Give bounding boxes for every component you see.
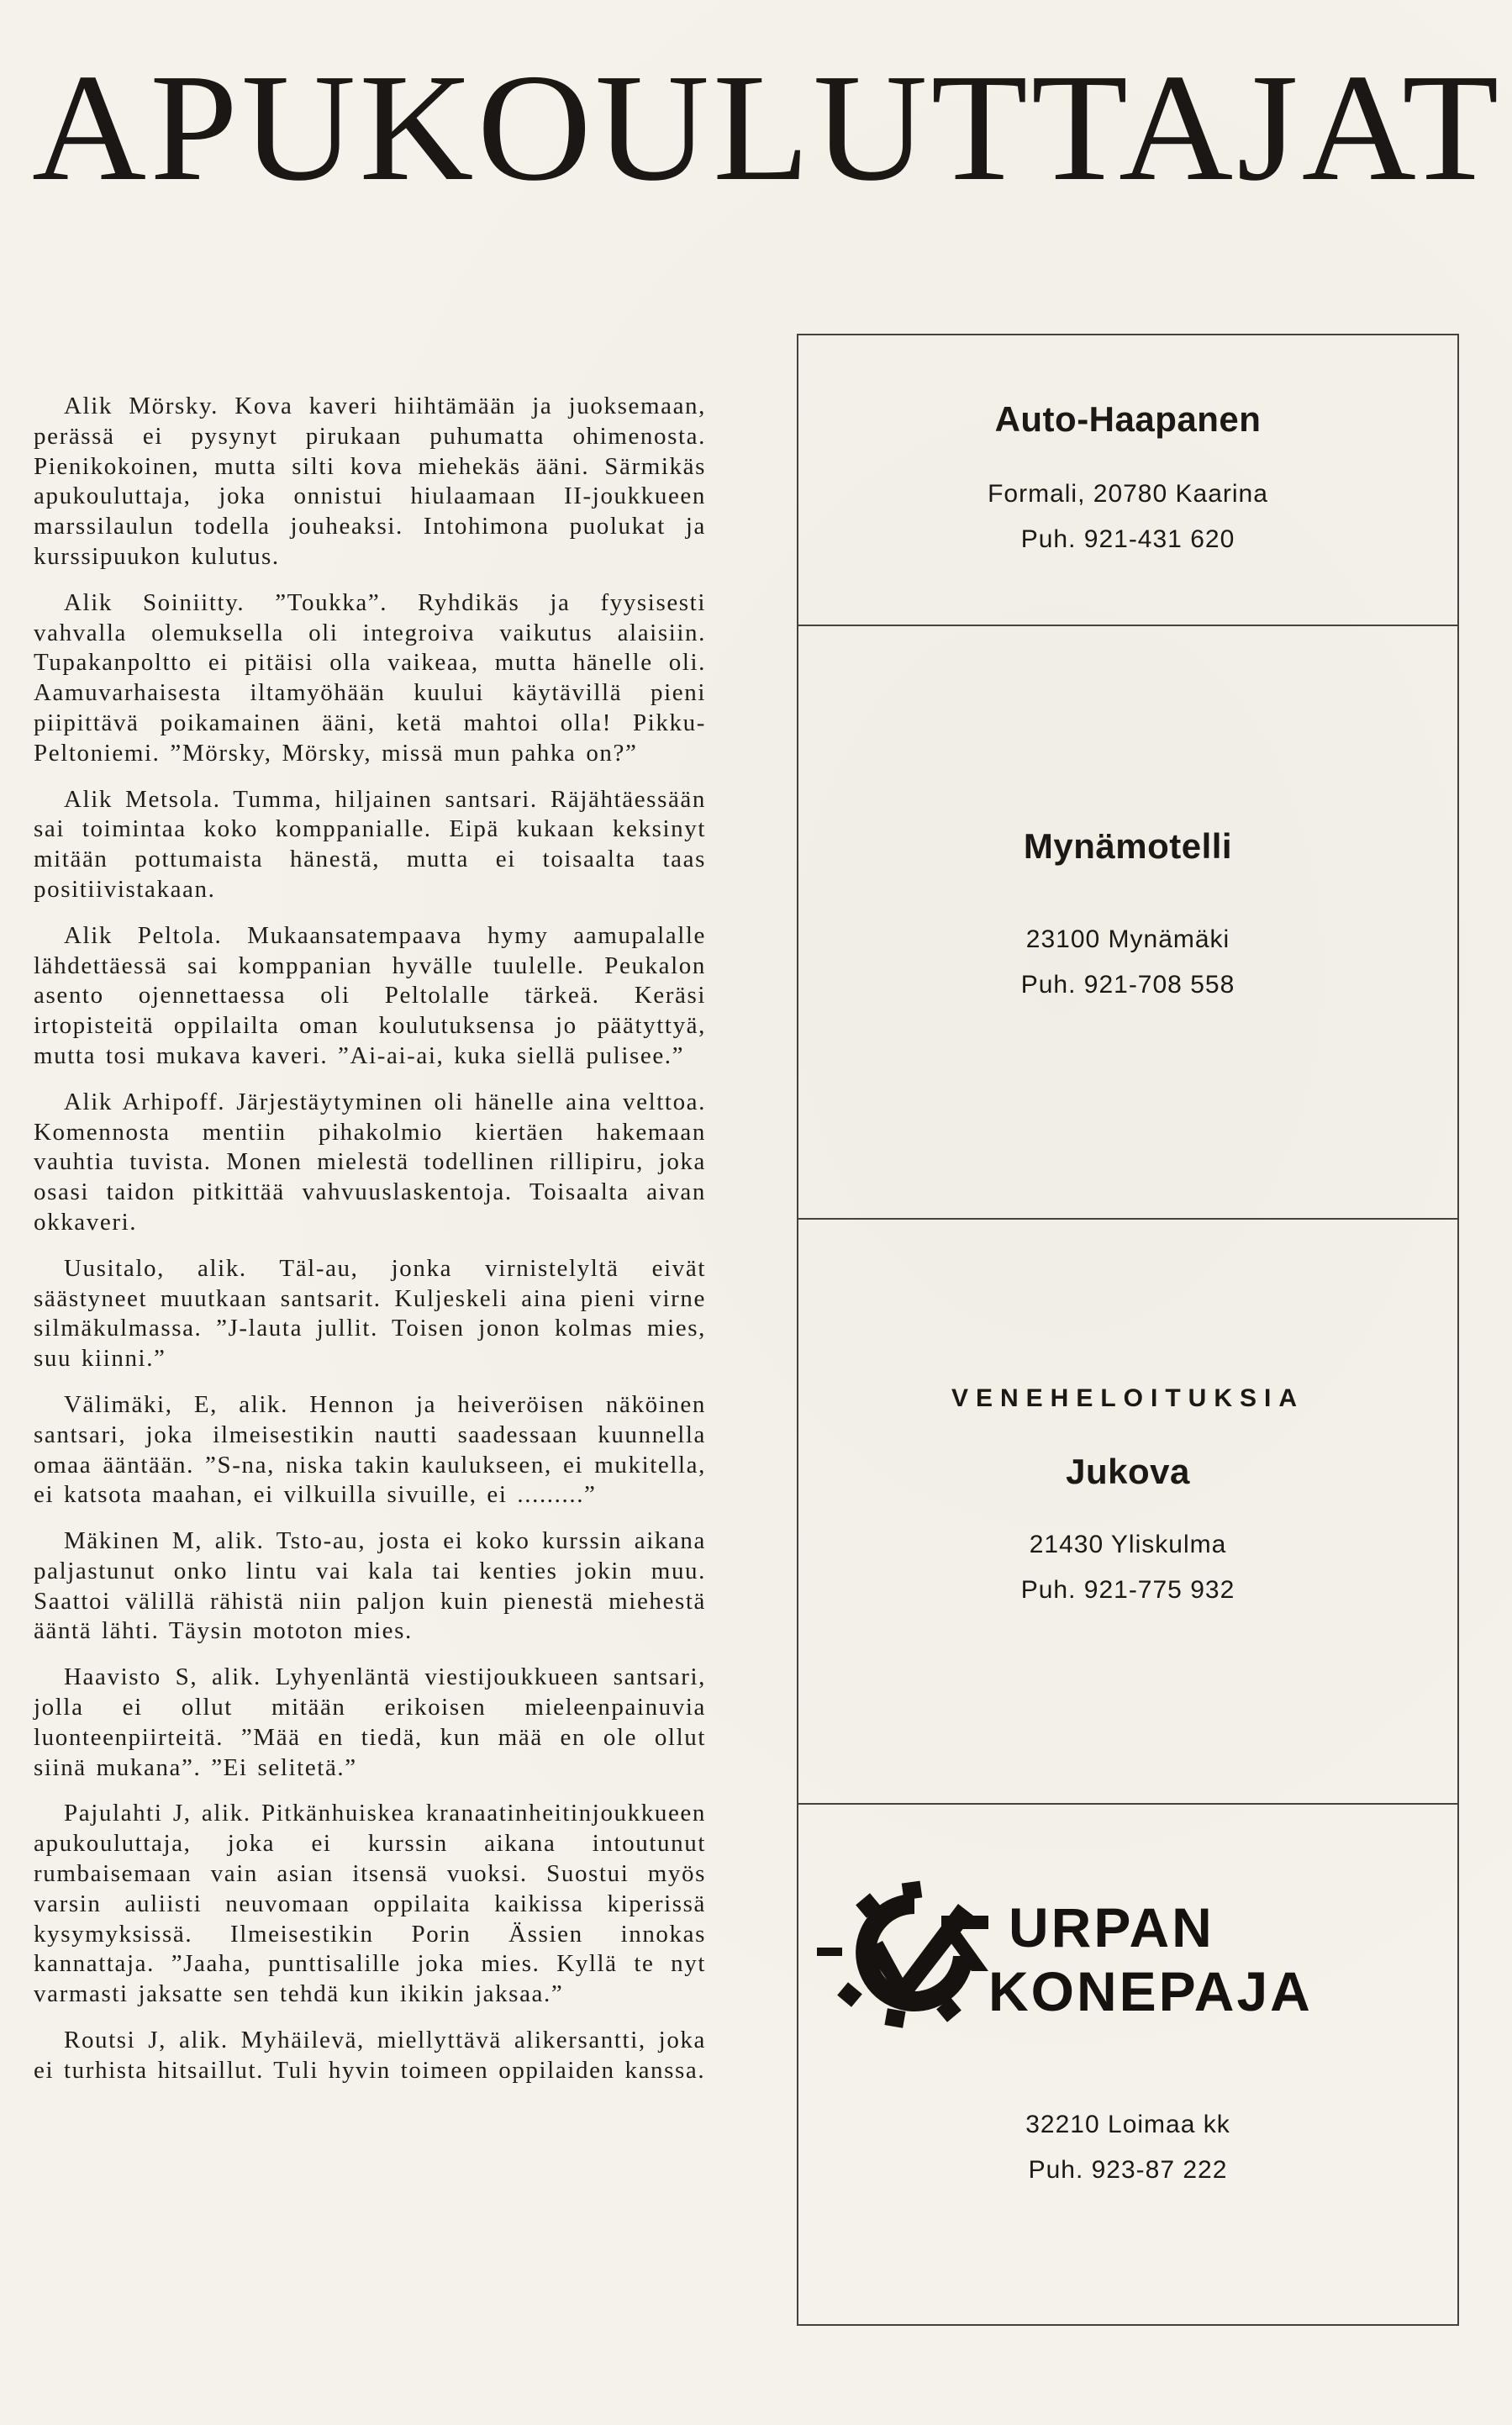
- logo-line-2: KONEPAJA: [988, 1960, 1313, 2022]
- ad-kurpan-konepaja: [797, 1803, 1459, 2326]
- ad-auto-haapanen: [797, 334, 1459, 626]
- ad-phone: Puh. 921-775 932: [1020, 1576, 1235, 1604]
- paragraph-soiniitty: Alik Soiniitty. ”Toukka”. Ryhdikäs ja fyysisesti vahvalla olemuksella oli integroiva vaikutus alaisiin. Tupakanpoltto ei pitäisi olla vaikeaa, mutta hänelle oli. Aamuvarhaisesta iltamyöhään kuului käytävillä pieni piipittävä poikamainen ääni, ketä mahtoi olla! Pikku-Peltoniemi. ”Mörsky, Mörsky, missä mun pahka on?”: [34, 588, 706, 767]
- ads-column: [797, 334, 1461, 2326]
- ad-phone: Puh. 923-87 222: [1028, 2156, 1228, 2184]
- page-title: APUKOULUTTAJAT: [32, 42, 1503, 213]
- ad-name: Mynämotelli: [1023, 826, 1233, 866]
- paragraph-morsky: Alik Mörsky. Kova kaveri hiihtämään ja juoksemaan, perässä ei pysynyt pirukaan puhumatta ohimenosta. Pienikokoinen, mutta silti kova miehekäs ääni. Särmikäs apukouluttaja, joka onnistui hiulaamaan II-joukkueen marssilaulun todella jouheaksi. Intohimona puolukat ja kurssipuukon kulutus.: [34, 393, 706, 570]
- logo-line-1: URPAN: [1009, 1896, 1214, 1958]
- ad-address: Formali, 20780 Kaarina: [988, 480, 1268, 508]
- paragraph-peltola: Alik Peltola. Mukaansatempaava hymy aamupalalle lähdettäessä sai komppanian hyvälle tuulelle. Peukalon asento ojennettaessa oli Peltolalle tärkeä. Keräsi irtopisteitä oppilailta oman koulutuksensa jo päätyttyä, mutta tosi mukava kaveri. ”Ai-ai-ai, kuka siellä pulisee.”: [34, 921, 706, 1069]
- paragraph-uusitalo: Uusitalo, alik. Täl-au, jonka virnistelyltä eivät säästyneet muutkaan santsarit. Kuljeskeli aina pieni virne silmäkulmassa. ”J-lauta jullit. Toisen jonon kolmas mies, suu kiinni.”: [34, 1254, 706, 1373]
- ad-name: Auto-Haapanen: [994, 399, 1262, 439]
- paragraph-makinen: Mäkinen M, alik. Tsto-au, josta ei koko kurssin aikana paljastunut onko lintu vai kala tai kenties jokin muu. Saattoi välillä rähistä niin paljon kuin pienestä miehestä ääntä lähti. Täysin mototon mies.: [34, 1527, 706, 1645]
- paragraph-arhipoff: Alik Arhipoff. Järjestäytyminen oli hänelle aina velttoa. Komennosta mentiin pihakolmio kiertäen hakemaan vauhtia tuvista. Monen mielestä todellinen rillipiru, joka osasi taidon pitkittää vahvuuslaskentoja. Toisaalta aivan okkaveri.: [34, 1088, 706, 1236]
- article-column: [34, 392, 706, 2102]
- paragraph-pajulahti: Pajulahti J, alik. Pitkänhuiskea kranaatinheitinjoukkueen apukouluttaja, joka ei kurssin aikana intoutunut rumbaisemaan vain asian itsensä vuoksi. Suostui myös varsin auliisti neuvomaan oppilaita kaikissa kiperissä kysymyksissä. Ilmeisestikin Porin Ässien innokas kannattaja. ”Jaaha, punttisalille joka mies. Kyllä te nyt varmasti jaksatte sen tehdä kun ikikin jaksaa.”: [34, 1800, 706, 2008]
- paragraph-valimaki: Välimäki, E, alik. Hennon ja heiveröisen näköinen santsari, joka ilmeisestikin nautti saadessaan kuunnella omaa ääntään. ”S-na, niska takin kaulukseen, ei mukitella, ei katsota maahan, ei vilkuilla sivuille, ei .........”: [34, 1390, 706, 1509]
- ad-jukova: [797, 1218, 1459, 1805]
- ad-mynamotelli: [797, 625, 1459, 1220]
- paragraph-haavisto: Haavisto S, alik. Lyhyenläntä viestijoukkueen santsari, jolla ei ollut mitään erikoisen mieleenpainuvia luonteenpiirteitä. ”Mää en tiedä, kun mää en ole ollut siinä mukana”. ”Ei selitetä.”: [34, 1663, 706, 1781]
- ad-address: 23100 Mynämäki: [1025, 925, 1230, 953]
- paragraph-routsi: Routsi J, alik. Myhäilevä, miellyttävä alikersantti, joka ei turhista hitsaillut. Tuli hyvin toimeen oppilaiden kanssa.: [34, 2027, 706, 2084]
- ad-name: Jukova: [1066, 1452, 1190, 1491]
- paragraph-metsola: Alik Metsola. Tumma, hiljainen santsari. Räjähtäessään sai toimintaa koko komppanialle. Eipä kukaan keksinyt mitään pottumaista hänestä, mutta ei toisaalta taas positiivistakaan.: [34, 785, 706, 903]
- kurpan-logo: [815, 1879, 1454, 2030]
- ad-tagline: VENEHELOITUKSIA: [951, 1384, 1305, 1412]
- ad-phone: Puh. 921-431 620: [1020, 525, 1235, 553]
- ad-phone: Puh. 921-708 558: [1020, 971, 1235, 999]
- ad-address: 21430 Yliskulma: [1029, 1531, 1227, 1558]
- ad-address: 32210 Loimaa kk: [1025, 2111, 1230, 2138]
- gear-check-icon: [815, 1879, 1017, 2030]
